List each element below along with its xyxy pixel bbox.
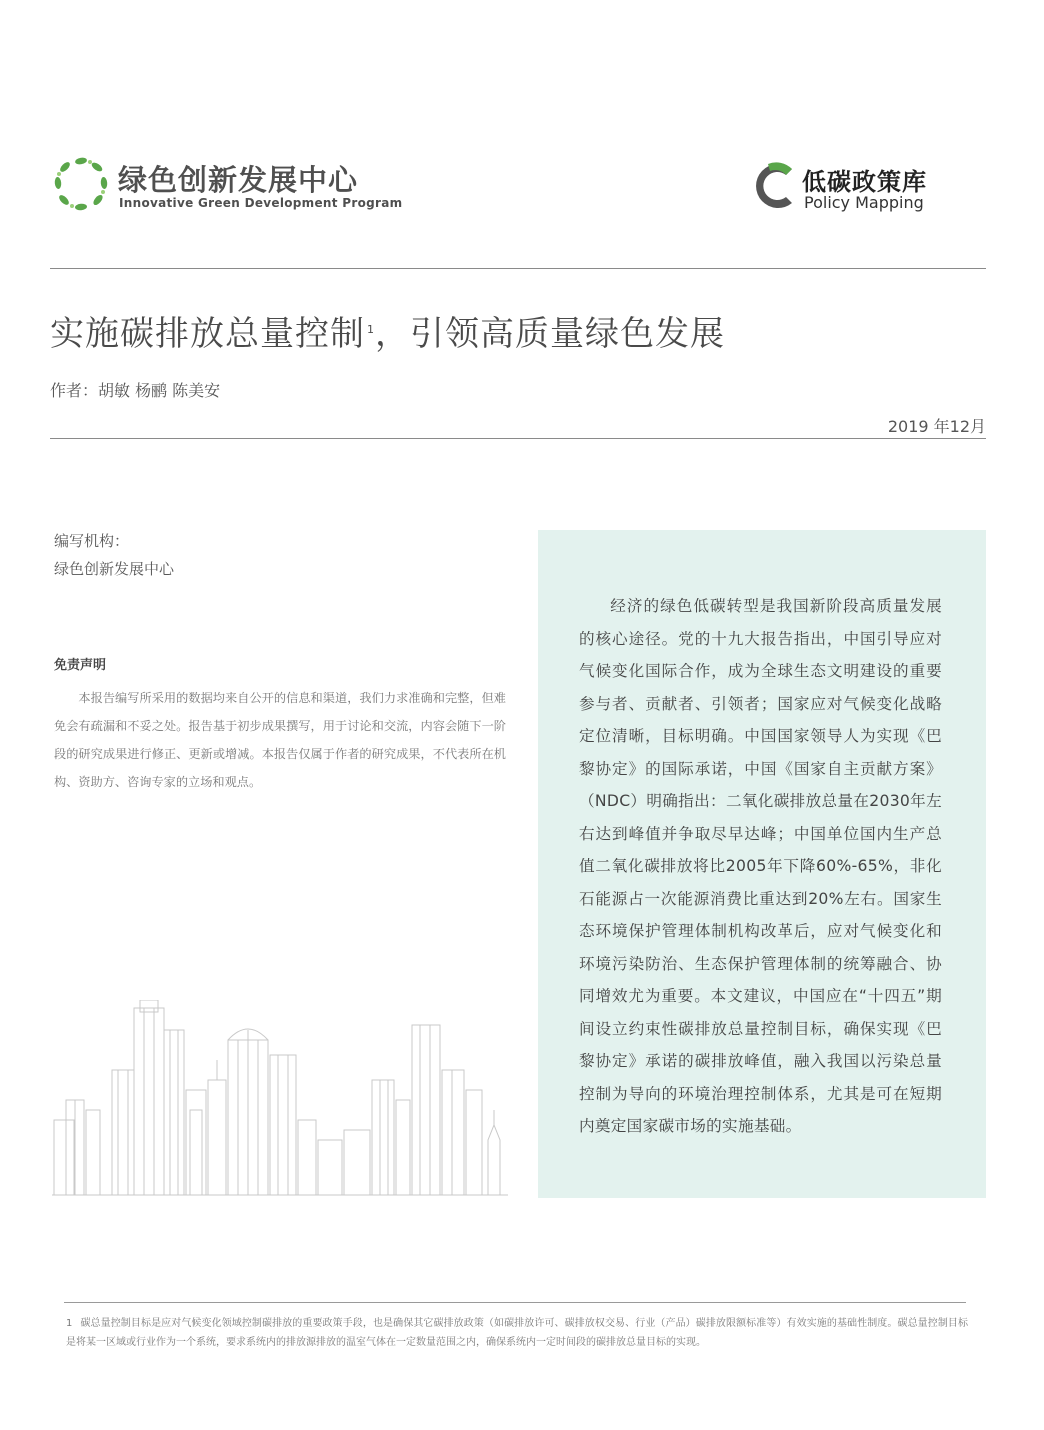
policy-name-cn: 低碳政策库 bbox=[802, 168, 927, 196]
title-footnote-ref[interactable]: 1 bbox=[367, 322, 375, 336]
igdp-name-en: Innovative Green Development Program bbox=[119, 196, 403, 210]
title-divider bbox=[50, 438, 986, 439]
page-title bbox=[50, 306, 725, 355]
title-suffix: ，引领高质量绿色发展 bbox=[375, 314, 725, 354]
org-label: 编写机构： bbox=[54, 532, 130, 550]
footnote-number: 1 bbox=[66, 1318, 73, 1329]
footnote bbox=[66, 1314, 968, 1352]
summary-text: 经济的绿色低碳转型是我国新阶段高质量发展的核心途径。党的十九大报告指出，中国引导应对气候变化国际合作，成为全球生态文明建设的重要参与者、贡献者、引领者；国家应对气候变化战略定位清晰，目标明确。中国国家领导人为实现《巴黎协定》的国际承诺，中国《国家自主贡献方案》（NDC）明确指出：二氧化碳排放总量在2030年左右达到峰值并争取尽早达峰；中国单位国内生产总值二氧化碳排放将比2005年下降60%-65%，非化石能源占一次能源消费比重达到20%左右。国家生态环境保护管理体制机构改革后，应对气候变化和环境污染防治、生态保护管理体制的统筹融合、协同增效尤为重要。本文建议，中国应在“十四五”期间设立约束性碳排放总量控制目标，确保实现《巴黎协定》承诺的碳排放峰值，融入我国以污染总量控制为导向的环境治理控制体系，尤其是可在短期内奠定国家碳市场的实施基础。 bbox=[579, 597, 942, 1135]
footnote-text: 碳总量控制目标是应对气候变化领域控制碳排放的重要政策手段，也是确保其它碳排放政策（如碳排放许可、碳排放权交易、行业（产品）碳排放限额标准等）有效实施的基础性制度。碳总量控制目标是将某一区域或行业作为一个系统，要求系统内的排放源排放的温室气体在一定数量范围之内，确保系统内一定时间段的碳排放总量目标的实现。 bbox=[66, 1318, 968, 1348]
c-swoosh-icon bbox=[748, 160, 798, 212]
disclaimer-title: 免责声明 bbox=[54, 658, 107, 673]
policy-mapping-logo bbox=[748, 158, 948, 218]
authors: 作者：胡敏 杨鹂 陈美安 bbox=[50, 381, 221, 400]
leaf-ring-icon bbox=[52, 154, 110, 214]
policy-name-en: Policy Mapping bbox=[804, 193, 924, 212]
footnote-divider bbox=[64, 1302, 966, 1303]
org-name: 绿色创新发展中心 bbox=[54, 560, 175, 578]
disclaimer-text: 本报告编写所采用的数据均来自公开的信息和渠道，我们力求准确和完整，但难免会有疏漏和不妥之处。报告基于初步成果撰写，用于讨论和交流，内容会随下一阶段的研究成果进行修正、更新或增减。本报告仅属于作者的研究成果，不代表所在机构、资助方、咨询专家的立场和观点。 bbox=[54, 691, 506, 789]
summary-panel bbox=[538, 530, 986, 1198]
title-main: 实施碳排放总量控制 bbox=[50, 314, 365, 354]
igdp-name-cn: 绿色创新发展中心 bbox=[118, 163, 359, 197]
header-divider bbox=[50, 268, 986, 269]
igdp-logo bbox=[52, 154, 403, 218]
city-skyline-illustration bbox=[52, 1000, 508, 1196]
publish-date: 2019 年12月 bbox=[887, 417, 986, 436]
